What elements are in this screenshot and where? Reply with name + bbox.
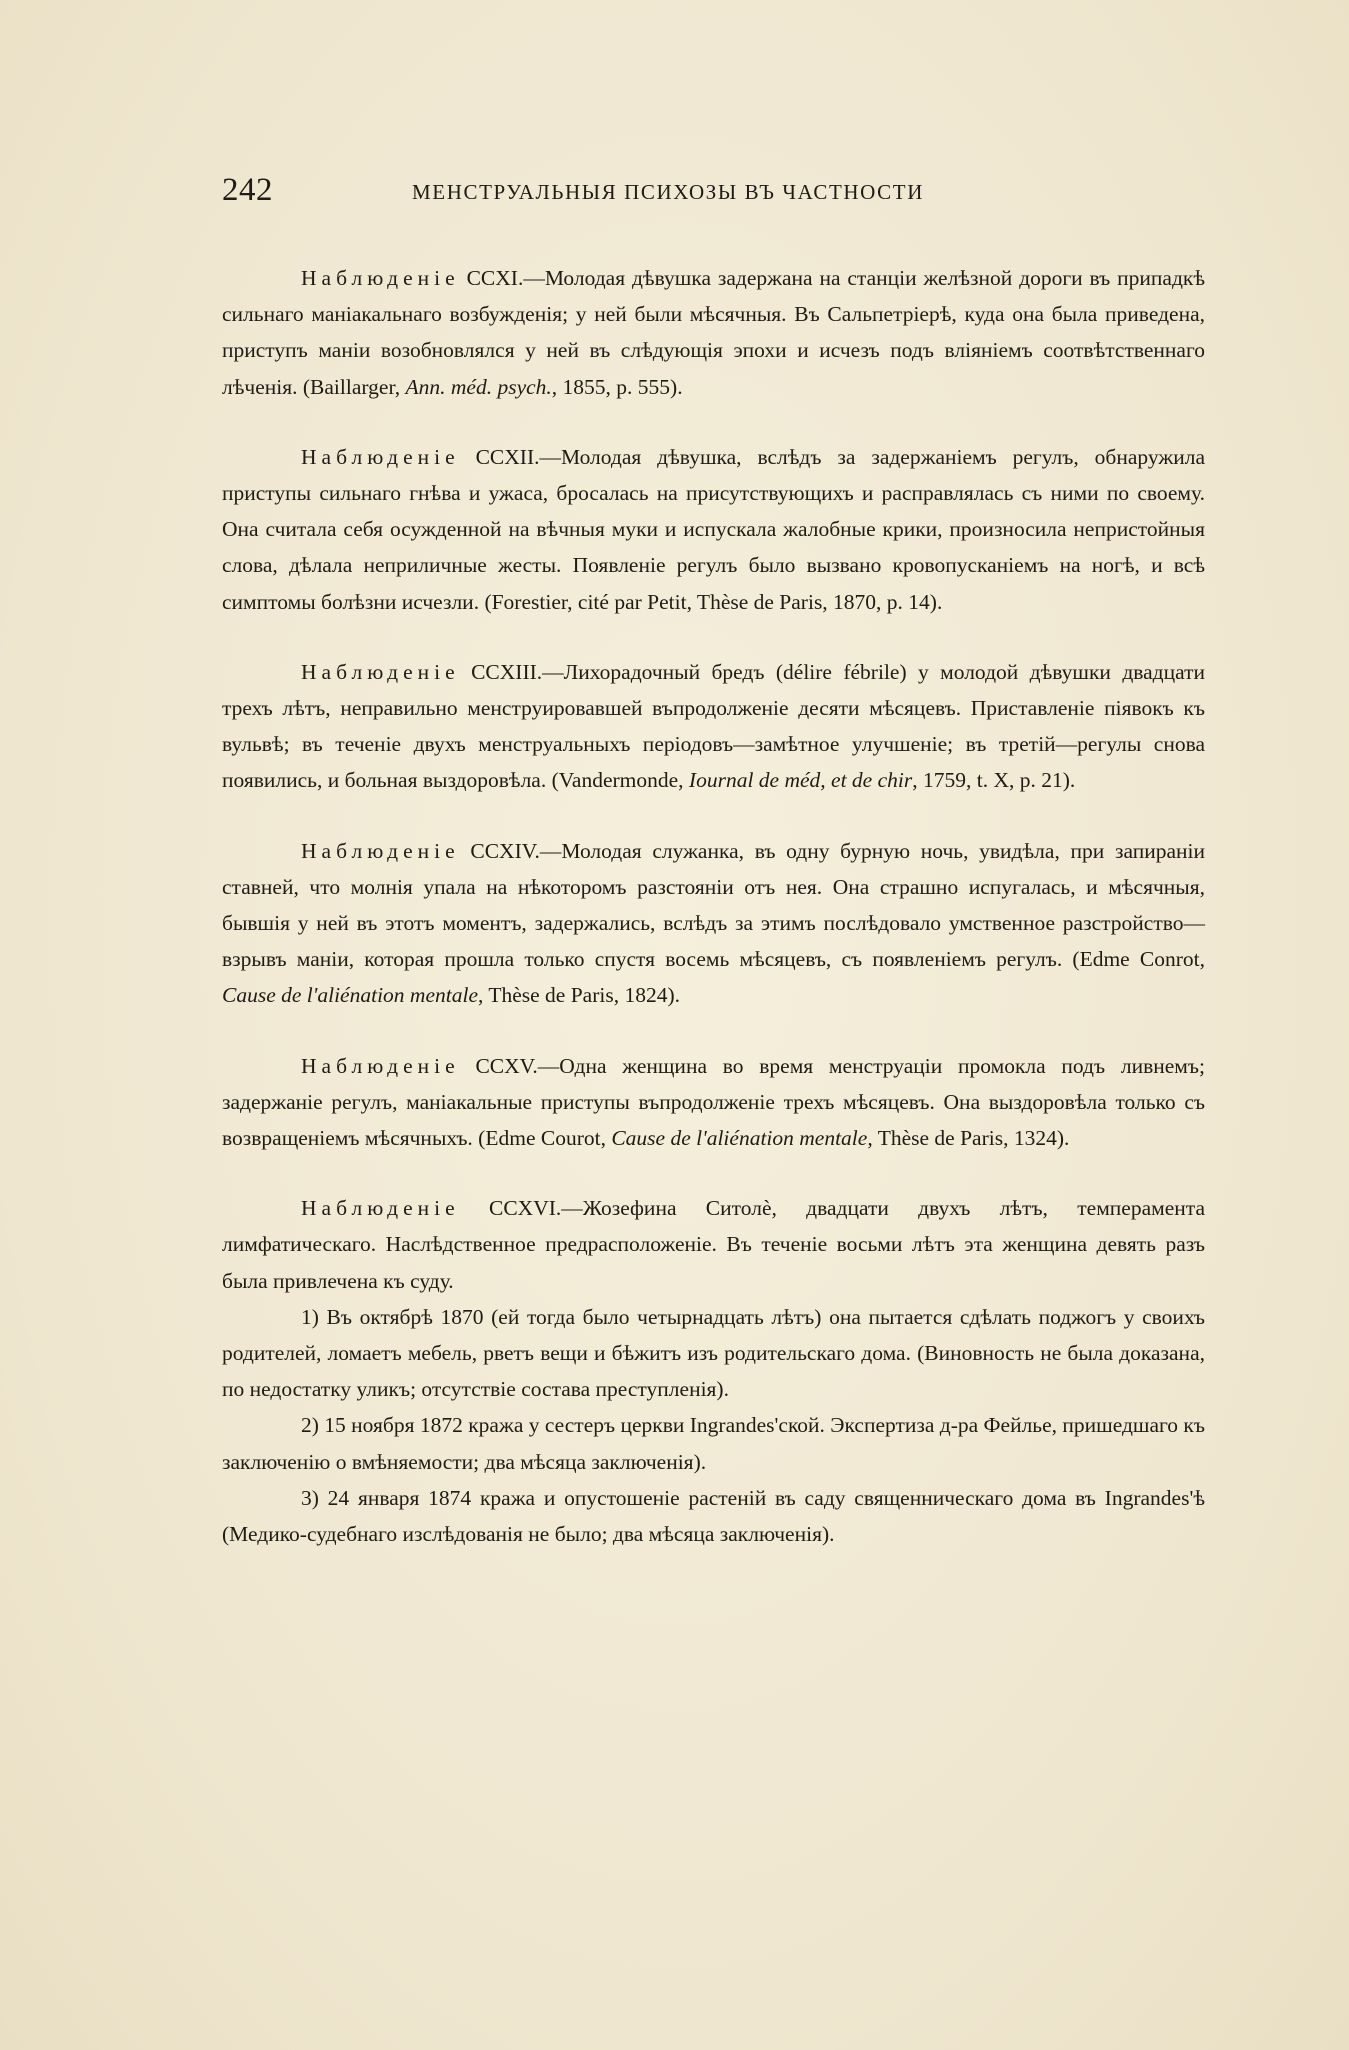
observation-ccxvi [222, 1190, 1205, 1299]
observation-label: Наблюденіе [301, 1196, 460, 1221]
observation-label: Наблюденіе [301, 444, 460, 469]
observation-text: —Лихорадочный бредъ (délire fébrile) у молодой дѣвушки двадцати трехъ лѣтъ, неправильно менструировавшей въпродолженіе десяти мѣсяцевъ. Приставленіе піявокъ къ вульвѣ; въ теченіе двухъ менструальныхъ періодовъ—замѣтное улучшеніе; въ третій—регулы снова появились, и больная выздоровѣла. (Vandermonde, [222, 659, 1205, 793]
reference-tail: , 1759, t. X, p. 21). [912, 768, 1076, 793]
observation-text: —Жозефина Ситолè, двадцати двухъ лѣтъ, темперамента лимфатическаго. Наслѣдственное предрасположеніе. Въ теченіе восьми лѣтъ эта женщина девять разъ была привлечена къ суду. [222, 1196, 1205, 1293]
observation-label: Наблюденіе [301, 838, 460, 863]
list-item-1: 1) Въ октябрѣ 1870 (ей тогда было четырнадцать лѣтъ) она пытается сдѣлать поджогъ у своихъ родителей, ломаетъ мебель, рветъ вещи и бѣжитъ изъ родительскаго дома. (Виновность не была доказана, по недостатку уликъ; отсутствіе состава преступленія). [222, 1304, 1205, 1402]
reference-title: Iournal de méd, et de chir [688, 768, 913, 793]
observation-label: Наблюденіе [301, 266, 460, 290]
reference-title: Ann. méd. psych. [405, 374, 552, 399]
observation-label: Наблюденіе [301, 1053, 460, 1078]
observation-ccxv [222, 1048, 1205, 1157]
observation-number: CCXV. [475, 1053, 538, 1078]
page-header [222, 172, 1102, 212]
observation-text: —Одна женщина во время менструаціи промокла подъ ливнемъ; задержаніе регулъ, маніакальные приступы въпродолженіе трехъ мѣсяцевъ. Она выздоровѣла только съ возвращеніемъ мѣсячныхъ. (Edme Courot, [222, 1053, 1205, 1151]
observation-number: CCXII. [475, 444, 540, 469]
running-title: МЕНСТРУАЛЬНЫЯ ПСИХОЗЫ ВЪ ЧАСТНОСТИ [412, 180, 924, 204]
observation-label: Наблюденіе [301, 659, 460, 684]
observation-ccxii [222, 439, 1205, 620]
list-item-2: 2) 15 ноября 1872 кража у сестеръ церкви Ingrandes'ской. Экспертиза д-ра Фейлье, пришедшаго къ заключенію о вмѣняемости; два мѣсяца заключенія). [222, 1413, 1205, 1474]
observation-number: CCXIV. [470, 838, 540, 863]
reference-tail: , Thèse de Paris, 1324). [867, 1126, 1070, 1151]
page-number: 242 [222, 172, 273, 208]
reference-title: Cause de l'aliénation mentale [222, 983, 478, 1008]
observation-number: CCXVI. [489, 1196, 562, 1221]
observation-ccxiv [222, 833, 1205, 1014]
observation-text: —Молодая дѣвушка задержана на станціи желѣзной дороги въ припадкѣ сильнаго маніакальнаго возбужденія; у ней были мѣсячныя. Въ Сальпетріерѣ, куда она была приведена, приступъ маніи возобновлялся у ней въ слѣдующія эпохи и исчезъ подъ вліяніемъ соотвѣтственнаго лѣченія. (Baillarger, [222, 266, 1206, 399]
observation-number: CCXI. [466, 266, 524, 290]
reference-tail: , Thèse de Paris, 1824). [477, 983, 681, 1008]
reference-tail: , 1855, p. 555). [551, 374, 683, 399]
reference-title: Cause de l'aliénation mentale [611, 1126, 868, 1151]
observation-text: —Молодая служанка, въ одну бурную ночь, увидѣла, при запираніи ставней, что молнія упала на нѣкоторомъ разстояніи отъ нея. Она страшно испугалась, и мѣсячныя, бывшія у ней въ этотъ моментъ, задержались, вслѣдъ за этимъ послѣдовало умственное разстройство—взрывъ маніи, которая прошла только спустя восемь мѣсяцевъ, съ появленіемъ регулъ. (Edme Conrot, [222, 838, 1205, 972]
observation-ccxi [222, 260, 1205, 405]
observation-number: CCXIII. [471, 659, 543, 684]
list-item-3: 3) 24 января 1874 кража и опустошеніе растеній въ саду священническаго дома въ Ingrandes'ѣ (Медико-судебнаго изслѣдованія не было; два мѣсяца заключенія). [222, 1485, 1205, 1547]
page-body [222, 260, 1205, 1552]
observation-ccxiii [222, 654, 1205, 799]
observation-text: —Молодая дѣвушка, вслѣдъ за задержаніемъ регулъ, обнаружила приступы сильнаго гнѣва и ужаса, бросалась на присутствующихъ и расправлялась съ ними по своему. Она считала себя осужденной на вѣчныя муки и испускала жалобные крики, произносила непристойныя слова, дѣлала неприличные жесты. Появленіе регулъ было вызвано кровопусканіемъ на ногѣ, и всѣ симптомы болѣзни исчезли. (Forestier, cité par Petit, Thèse de Paris, 1870, p. 14). [222, 444, 1205, 614]
